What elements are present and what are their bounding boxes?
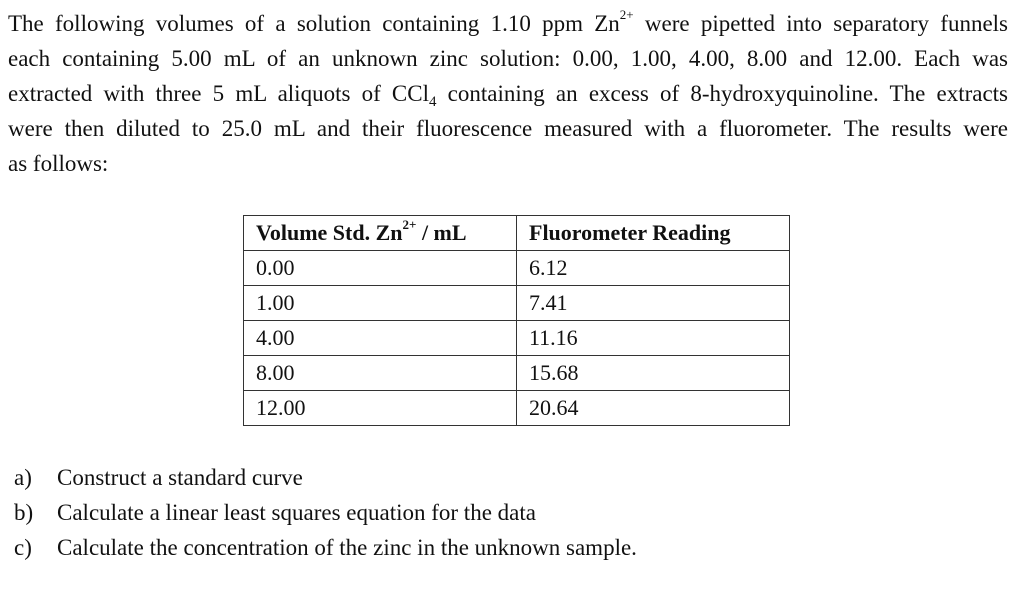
cell-volume: 8.00	[244, 356, 517, 391]
problem-statement	[8, 6, 1008, 181]
cell-reading: 7.41	[517, 286, 790, 321]
cell-volume: 4.00	[244, 321, 517, 356]
cell-reading: 11.16	[517, 321, 790, 356]
table-row	[244, 251, 790, 286]
formula-subscript: 4	[429, 94, 437, 110]
question-marker: c)	[14, 535, 32, 560]
statement-text: were pipetted into separatory funnels	[633, 11, 1009, 36]
question-text: Calculate a linear least squares equation for the data	[57, 500, 536, 525]
table-row	[244, 391, 790, 426]
question-text: Construct a standard curve	[57, 465, 303, 490]
results-table	[243, 215, 790, 426]
statement-text: containing an excess of 8-hydroxyquinoline. The extracts	[436, 81, 1008, 106]
question-marker: b)	[14, 500, 34, 525]
charge-superscript: 2+	[402, 216, 417, 232]
cell-volume: 1.00	[244, 286, 517, 321]
question-marker: a)	[14, 465, 32, 490]
cell-reading: 15.68	[517, 356, 790, 391]
question-list	[14, 460, 637, 565]
list-item	[14, 460, 637, 495]
table-row	[244, 356, 790, 391]
statement-text: The following volumes of a solution containing 1.10 ppm Zn	[8, 11, 620, 36]
statement-text: extracted with three 5 mL aliquots of CCl	[8, 81, 429, 106]
question-text: Calculate the concentration of the zinc in the unknown sample.	[57, 535, 637, 560]
list-item	[14, 495, 637, 530]
table-header-row	[244, 216, 790, 251]
header-reading: Fluorometer Reading	[517, 216, 790, 251]
table-row	[244, 321, 790, 356]
header-volume-text: Volume Std. Zn	[256, 220, 403, 245]
list-item	[14, 530, 637, 565]
cell-volume: 12.00	[244, 391, 517, 426]
header-volume-unit: / mL	[416, 220, 467, 245]
table-row	[244, 286, 790, 321]
header-volume	[244, 216, 517, 251]
statement-line-3	[8, 76, 1008, 111]
cell-volume: 0.00	[244, 251, 517, 286]
cell-reading: 6.12	[517, 251, 790, 286]
charge-superscript: 2+	[619, 7, 634, 23]
statement-line-1	[8, 6, 1008, 41]
cell-reading: 20.64	[517, 391, 790, 426]
statement-line-4: were then diluted to 25.0 mL and their fluorescence measured with a fluorometer. The results were	[8, 116, 1008, 141]
statement-line-2: each containing 5.00 mL of an unknown zinc solution: 0.00, 1.00, 4.00, 8.00 and 12.00. Each was	[8, 46, 1008, 71]
statement-line-5: as follows:	[8, 151, 109, 176]
